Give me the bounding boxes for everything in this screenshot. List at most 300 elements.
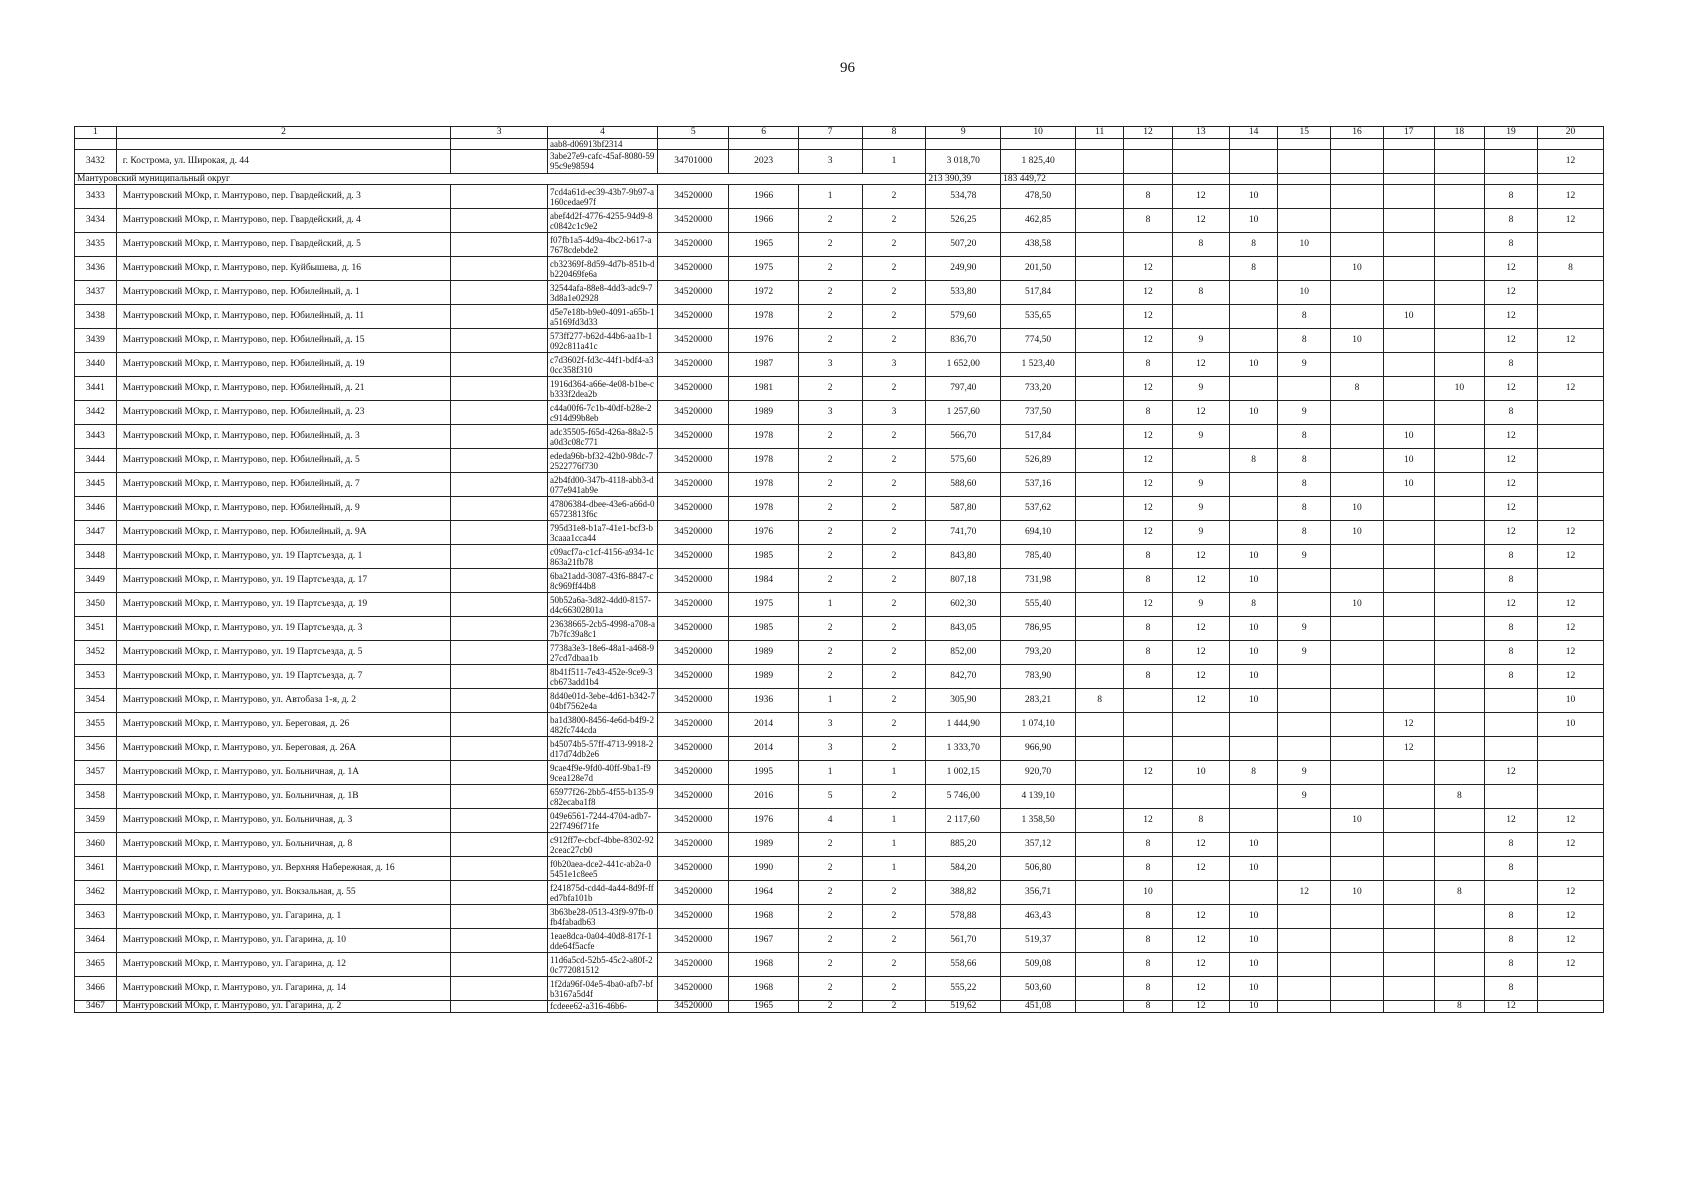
table-row <box>75 545 1604 569</box>
c20-cell <box>1537 305 1603 329</box>
c7-cell: 2 <box>798 497 862 521</box>
c12-cell: 8 <box>1124 353 1172 377</box>
col3-cell <box>451 377 548 401</box>
c18-cell: 8 <box>1434 1001 1485 1013</box>
c13-cell <box>1172 449 1229 473</box>
empty-cell <box>1485 138 1538 149</box>
c11-cell <box>1075 833 1123 857</box>
code-cell: 34520000 <box>657 1001 729 1013</box>
c10-cell: 793,20 <box>1001 641 1076 665</box>
c9-cell: 526,25 <box>926 209 1001 233</box>
c16-cell <box>1331 641 1384 665</box>
year-cell: 1975 <box>729 593 798 617</box>
c15-cell: 8 <box>1278 521 1331 545</box>
c19-cell: 12 <box>1485 521 1538 545</box>
uid-cell: 32544afa-88e8-4dd3-adc9-73d8a1e02928 <box>547 281 657 305</box>
c10-cell: 535,65 <box>1001 305 1076 329</box>
c8-cell: 2 <box>862 233 926 257</box>
c9-cell: 5 746,00 <box>926 785 1001 809</box>
code-cell: 34520000 <box>657 977 729 1001</box>
year-cell: 1968 <box>729 977 798 1001</box>
code-cell: 34520000 <box>657 881 729 905</box>
c15-cell <box>1278 737 1331 761</box>
c15-cell: 9 <box>1278 641 1331 665</box>
code-cell: 34520000 <box>657 425 729 449</box>
uid-cell: 7738a3e3-18e6-48a1-a468-927cd7dbaa1b <box>547 641 657 665</box>
c13-cell: 9 <box>1172 425 1229 449</box>
c7-cell: 2 <box>798 617 862 641</box>
address-cell: Мантуровский МОкр, г. Мантурово, ул. Автобаза 1-я, д. 2 <box>116 689 450 713</box>
c11-cell <box>1075 809 1123 833</box>
c15-cell <box>1278 185 1331 209</box>
c18-cell <box>1434 425 1485 449</box>
c14-cell <box>1229 305 1277 329</box>
c13-cell: 12 <box>1172 569 1229 593</box>
c8-cell: 2 <box>862 209 926 233</box>
c14-cell: 10 <box>1229 1001 1277 1013</box>
c16-cell <box>1331 689 1384 713</box>
c16-cell <box>1331 425 1384 449</box>
column-header-1: 1 <box>75 127 117 139</box>
c15-cell: 9 <box>1278 785 1331 809</box>
year-cell: 1989 <box>729 665 798 689</box>
c16-cell <box>1331 761 1384 785</box>
c12-cell: 8 <box>1124 857 1172 881</box>
c10-cell: 356,71 <box>1001 881 1076 905</box>
code-cell: 34520000 <box>657 929 729 953</box>
c11-cell <box>1075 761 1123 785</box>
c13-cell: 9 <box>1172 377 1229 401</box>
c14-cell: 10 <box>1229 545 1277 569</box>
c17-cell <box>1383 1001 1434 1013</box>
c14-cell: 8 <box>1229 257 1277 281</box>
c16-cell <box>1331 305 1384 329</box>
c20-cell: 12 <box>1537 185 1603 209</box>
c7-cell: 2 <box>798 257 862 281</box>
c8-cell: 2 <box>862 425 926 449</box>
c16-cell <box>1331 149 1384 173</box>
col3-cell <box>451 305 548 329</box>
c19-cell: 8 <box>1485 401 1538 425</box>
year-cell: 1968 <box>729 905 798 929</box>
uid-cell: ededa96b-bf32-42b0-98dc-72522776f730 <box>547 449 657 473</box>
c17-cell <box>1383 329 1434 353</box>
c7-cell: 1 <box>798 593 862 617</box>
c9-cell: 602,30 <box>926 593 1001 617</box>
c18-cell <box>1434 329 1485 353</box>
c14-cell: 10 <box>1229 833 1277 857</box>
col3-cell <box>451 233 548 257</box>
col3-cell <box>451 641 548 665</box>
c11-cell: 8 <box>1075 689 1123 713</box>
row-number: 3456 <box>75 737 117 761</box>
row-number: 3464 <box>75 929 117 953</box>
c11-cell <box>1075 149 1123 173</box>
c18-cell: 8 <box>1434 785 1485 809</box>
c17-cell <box>1383 641 1434 665</box>
c11-cell <box>1075 329 1123 353</box>
c20-cell: 12 <box>1537 929 1603 953</box>
uid-cell: 50b52a6a-3d82-4dd0-8157-d4c66302801a <box>547 593 657 617</box>
c11-cell <box>1075 641 1123 665</box>
address-cell: Мантуровский МОкр, г. Мантурово, пер. Юбилейный, д. 9А <box>116 521 450 545</box>
address-cell: Мантуровский МОкр, г. Мантурово, ул. 19 Партсъезда, д. 17 <box>116 569 450 593</box>
row-number: 3449 <box>75 569 117 593</box>
c20-cell: 12 <box>1537 641 1603 665</box>
c20-cell <box>1537 977 1603 1001</box>
column-header-13: 13 <box>1172 127 1229 139</box>
table-row <box>75 953 1604 977</box>
year-cell: 1995 <box>729 761 798 785</box>
uid-cell: a2b4fd00-347b-4118-abb3-d077e941ab9e <box>547 473 657 497</box>
c18-cell <box>1434 761 1485 785</box>
address-cell: Мантуровский МОкр, г. Мантурово, пер. Юбилейный, д. 3 <box>116 425 450 449</box>
c20-cell <box>1537 785 1603 809</box>
col3-cell <box>451 185 548 209</box>
code-cell: 34520000 <box>657 761 729 785</box>
row-number: 3442 <box>75 401 117 425</box>
c8-cell: 2 <box>862 665 926 689</box>
c15-cell: 10 <box>1278 281 1331 305</box>
c18-cell <box>1434 449 1485 473</box>
code-cell: 34520000 <box>657 953 729 977</box>
column-header-2: 2 <box>116 127 450 139</box>
column-header-9: 9 <box>926 127 1001 139</box>
c14-cell: 10 <box>1229 689 1277 713</box>
address-cell: Мантуровский МОкр, г. Мантурово, пер. Юбилейный, д. 11 <box>116 305 450 329</box>
c15-cell: 8 <box>1278 497 1331 521</box>
column-header-17: 17 <box>1383 127 1434 139</box>
table-row <box>75 665 1604 689</box>
page-number: 96 <box>840 60 855 76</box>
c7-cell: 4 <box>798 809 862 833</box>
c9-cell: 534,78 <box>926 185 1001 209</box>
uid-cell: f0b20aea-dce2-441c-ab2a-05451e1c8ee5 <box>547 857 657 881</box>
c12-cell: 8 <box>1124 617 1172 641</box>
c7-cell: 2 <box>798 977 862 1001</box>
c17-cell <box>1383 665 1434 689</box>
c16-cell: 10 <box>1331 881 1384 905</box>
table-row <box>75 281 1604 305</box>
c14-cell <box>1229 713 1277 737</box>
c14-cell: 10 <box>1229 905 1277 929</box>
c9-cell: 842,70 <box>926 665 1001 689</box>
col3-cell <box>451 833 548 857</box>
row-number: 3454 <box>75 689 117 713</box>
c19-cell: 12 <box>1485 425 1538 449</box>
c17-cell <box>1383 977 1434 1001</box>
c10-cell: 1 825,40 <box>1001 149 1076 173</box>
c19-cell: 12 <box>1485 449 1538 473</box>
c18-cell <box>1434 977 1485 1001</box>
c12-cell: 8 <box>1124 977 1172 1001</box>
col3-cell <box>451 149 548 173</box>
c17-cell <box>1383 545 1434 569</box>
c18-cell <box>1434 689 1485 713</box>
c11-cell <box>1075 401 1123 425</box>
c8-cell: 2 <box>862 329 926 353</box>
c9-cell: 579,60 <box>926 305 1001 329</box>
year-cell: 1978 <box>729 497 798 521</box>
row-number: 3444 <box>75 449 117 473</box>
col3-cell <box>451 857 548 881</box>
c13-cell: 12 <box>1172 689 1229 713</box>
c11-cell <box>1075 209 1123 233</box>
c14-cell <box>1229 281 1277 305</box>
c15-cell: 8 <box>1278 305 1331 329</box>
c13-cell <box>1172 785 1229 809</box>
c9-cell: 575,60 <box>926 449 1001 473</box>
year-cell: 2023 <box>729 149 798 173</box>
c17-cell <box>1383 905 1434 929</box>
c12-cell: 8 <box>1124 833 1172 857</box>
code-cell: 34520000 <box>657 785 729 809</box>
col3-cell <box>451 353 548 377</box>
c13-cell: 12 <box>1172 905 1229 929</box>
c20-cell: 12 <box>1537 545 1603 569</box>
c18-cell <box>1434 281 1485 305</box>
c16-cell <box>1331 617 1384 641</box>
column-header-4: 4 <box>547 127 657 139</box>
c7-cell: 2 <box>798 233 862 257</box>
table-row <box>75 401 1604 425</box>
c18-cell <box>1434 809 1485 833</box>
c17-cell: 10 <box>1383 305 1434 329</box>
c7-cell: 2 <box>798 665 862 689</box>
year-cell: 1978 <box>729 425 798 449</box>
c9-cell: 519,62 <box>926 1001 1001 1013</box>
c20-cell: 12 <box>1537 905 1603 929</box>
c15-cell: 9 <box>1278 401 1331 425</box>
c7-cell: 2 <box>798 449 862 473</box>
c9-cell: 885,20 <box>926 833 1001 857</box>
uid-cell: 573ff277-b62d-44b6-aa1b-1092c811a41c <box>547 329 657 353</box>
uid-cell: c09acf7a-c1cf-4156-a934-1c863a21fb78 <box>547 545 657 569</box>
code-cell: 34520000 <box>657 329 729 353</box>
c10-cell: 1 358,50 <box>1001 809 1076 833</box>
c9-cell: 587,80 <box>926 497 1001 521</box>
c14-cell <box>1229 377 1277 401</box>
c15-cell <box>1278 209 1331 233</box>
year-cell: 1972 <box>729 281 798 305</box>
c14-cell <box>1229 473 1277 497</box>
c19-cell: 8 <box>1485 353 1538 377</box>
c14-cell <box>1229 329 1277 353</box>
address-cell: Мантуровский МОкр, г. Мантурово, ул. 19 Партсъезда, д. 7 <box>116 665 450 689</box>
c9-cell: 836,70 <box>926 329 1001 353</box>
c12-cell <box>1124 713 1172 737</box>
address-cell: Мантуровский МОкр, г. Мантурово, ул. Больничная, д. 3 <box>116 809 450 833</box>
c16-cell <box>1331 185 1384 209</box>
c11-cell <box>1075 785 1123 809</box>
year-cell: 1976 <box>729 809 798 833</box>
c12-cell <box>1124 233 1172 257</box>
uid-cell: f241875d-cd4d-4a44-8d9f-ffed7bfa101b <box>547 881 657 905</box>
c20-cell <box>1537 401 1603 425</box>
c17-cell: 10 <box>1383 473 1434 497</box>
col3-cell <box>451 713 548 737</box>
c13-cell: 12 <box>1172 617 1229 641</box>
row-number: 3450 <box>75 593 117 617</box>
row-number: 3446 <box>75 497 117 521</box>
c13-cell: 9 <box>1172 497 1229 521</box>
c10-cell: 733,20 <box>1001 377 1076 401</box>
c8-cell: 1 <box>862 761 926 785</box>
table-row <box>75 857 1604 881</box>
col3-cell <box>451 449 548 473</box>
c15-cell: 8 <box>1278 329 1331 353</box>
row-number: 3447 <box>75 521 117 545</box>
c11-cell <box>1075 185 1123 209</box>
col3-cell <box>451 593 548 617</box>
c7-cell: 2 <box>798 305 862 329</box>
c17-cell: 12 <box>1383 713 1434 737</box>
c16-cell: 10 <box>1331 497 1384 521</box>
c7-cell: 2 <box>798 569 862 593</box>
c20-cell: 12 <box>1537 209 1603 233</box>
col3-cell <box>451 569 548 593</box>
c9-cell: 1 257,60 <box>926 401 1001 425</box>
table-row <box>75 329 1604 353</box>
c16-cell <box>1331 569 1384 593</box>
c7-cell: 2 <box>798 209 862 233</box>
c10-cell: 785,40 <box>1001 545 1076 569</box>
c14-cell: 10 <box>1229 569 1277 593</box>
c13-cell <box>1172 149 1229 173</box>
c17-cell <box>1383 881 1434 905</box>
registry-table <box>74 126 1604 1013</box>
c16-cell <box>1331 905 1384 929</box>
address-cell: Мантуровский МОкр, г. Мантурово, пер. Юбилейный, д. 21 <box>116 377 450 401</box>
year-cell: 1989 <box>729 401 798 425</box>
c11-cell <box>1075 473 1123 497</box>
c10-cell: 526,89 <box>1001 449 1076 473</box>
c12-cell: 12 <box>1124 377 1172 401</box>
c19-cell: 12 <box>1485 281 1538 305</box>
c9-cell: 807,18 <box>926 569 1001 593</box>
c10-cell: 357,12 <box>1001 833 1076 857</box>
c17-cell <box>1383 689 1434 713</box>
c8-cell: 2 <box>862 953 926 977</box>
c18-cell <box>1434 185 1485 209</box>
uid-cell: d5e7e18b-b9e0-4091-a65b-1a5169fd3d33 <box>547 305 657 329</box>
c18-cell <box>1434 233 1485 257</box>
c11-cell <box>1075 425 1123 449</box>
code-cell: 34520000 <box>657 713 729 737</box>
c8-cell: 2 <box>862 929 926 953</box>
col3-cell <box>451 737 548 761</box>
c8-cell: 3 <box>862 401 926 425</box>
table-row <box>75 1001 1604 1013</box>
c18-cell <box>1434 593 1485 617</box>
c14-cell: 10 <box>1229 401 1277 425</box>
c16-cell <box>1331 833 1384 857</box>
c8-cell: 1 <box>862 833 926 857</box>
empty-cell <box>1537 173 1603 185</box>
c20-cell <box>1537 497 1603 521</box>
col3-cell <box>451 329 548 353</box>
uid-cell: 1f2da96f-04e5-4ba0-afb7-bfb3167a5d4f <box>547 977 657 1001</box>
c20-cell <box>1537 353 1603 377</box>
table-row <box>75 593 1604 617</box>
row-number: 3432 <box>75 149 117 173</box>
empty-cell <box>1172 173 1229 185</box>
col3-cell <box>451 881 548 905</box>
empty-cell <box>862 138 926 149</box>
c16-cell: 10 <box>1331 257 1384 281</box>
c13-cell: 12 <box>1172 185 1229 209</box>
year-cell: 1978 <box>729 473 798 497</box>
c12-cell: 8 <box>1124 905 1172 929</box>
uid-cell: 3abe27e9-cafc-45af-8080-5995c9e98594 <box>547 149 657 173</box>
table-row <box>75 257 1604 281</box>
c9-cell: 3 018,70 <box>926 149 1001 173</box>
year-cell: 1981 <box>729 377 798 401</box>
empty-cell <box>116 138 450 149</box>
c12-cell <box>1124 689 1172 713</box>
c12-cell: 8 <box>1124 569 1172 593</box>
row-number: 3441 <box>75 377 117 401</box>
address-cell: Мантуровский МОкр, г. Мантурово, ул. Вокзальная, д. 55 <box>116 881 450 905</box>
c14-cell <box>1229 425 1277 449</box>
table-row <box>75 833 1604 857</box>
column-header-16: 16 <box>1331 127 1384 139</box>
c8-cell: 2 <box>862 497 926 521</box>
c20-cell <box>1537 473 1603 497</box>
table-row <box>75 689 1604 713</box>
table-row <box>75 929 1604 953</box>
c18-cell <box>1434 953 1485 977</box>
address-cell: Мантуровский МОкр, г. Мантурово, ул. Верхняя Набережная, д. 16 <box>116 857 450 881</box>
c19-cell <box>1485 149 1538 173</box>
c7-cell: 2 <box>798 521 862 545</box>
c16-cell <box>1331 209 1384 233</box>
uid-cell: cb32369f-8d59-4d7b-851b-db220469fe6a <box>547 257 657 281</box>
c11-cell <box>1075 929 1123 953</box>
c18-cell <box>1434 497 1485 521</box>
c20-cell: 12 <box>1537 953 1603 977</box>
c10-cell: 1 523,40 <box>1001 353 1076 377</box>
address-cell: Мантуровский МОкр, г. Мантурово, ул. Больничная, д. 1В <box>116 785 450 809</box>
address-cell: Мантуровский МОкр, г. Мантурово, ул. Гагарина, д. 10 <box>116 929 450 953</box>
code-cell: 34520000 <box>657 497 729 521</box>
c8-cell: 2 <box>862 593 926 617</box>
c7-cell: 3 <box>798 713 862 737</box>
c11-cell <box>1075 257 1123 281</box>
table-row <box>75 809 1604 833</box>
c15-cell <box>1278 149 1331 173</box>
empty-cell <box>75 138 117 149</box>
c19-cell: 12 <box>1485 377 1538 401</box>
uid-cell: 049e6561-7244-4704-adb7-22f7496f71fe <box>547 809 657 833</box>
empty-cell <box>1537 138 1603 149</box>
c12-cell: 12 <box>1124 281 1172 305</box>
c15-cell: 8 <box>1278 473 1331 497</box>
uid-cell: 9cae4f9e-9fd0-40ff-9ba1-f99cea128e7d <box>547 761 657 785</box>
c18-cell <box>1434 209 1485 233</box>
address-cell: Мантуровский МОкр, г. Мантурово, пер. Гвардейский, д. 3 <box>116 185 450 209</box>
column-header-12: 12 <box>1124 127 1172 139</box>
empty-cell <box>1075 173 1123 185</box>
c7-cell: 2 <box>798 281 862 305</box>
code-cell: 34520000 <box>657 233 729 257</box>
c8-cell: 2 <box>862 1001 926 1013</box>
c15-cell: 8 <box>1278 449 1331 473</box>
c13-cell <box>1172 305 1229 329</box>
code-cell: 34520000 <box>657 281 729 305</box>
c15-cell: 9 <box>1278 761 1331 785</box>
empty-cell <box>1229 138 1277 149</box>
